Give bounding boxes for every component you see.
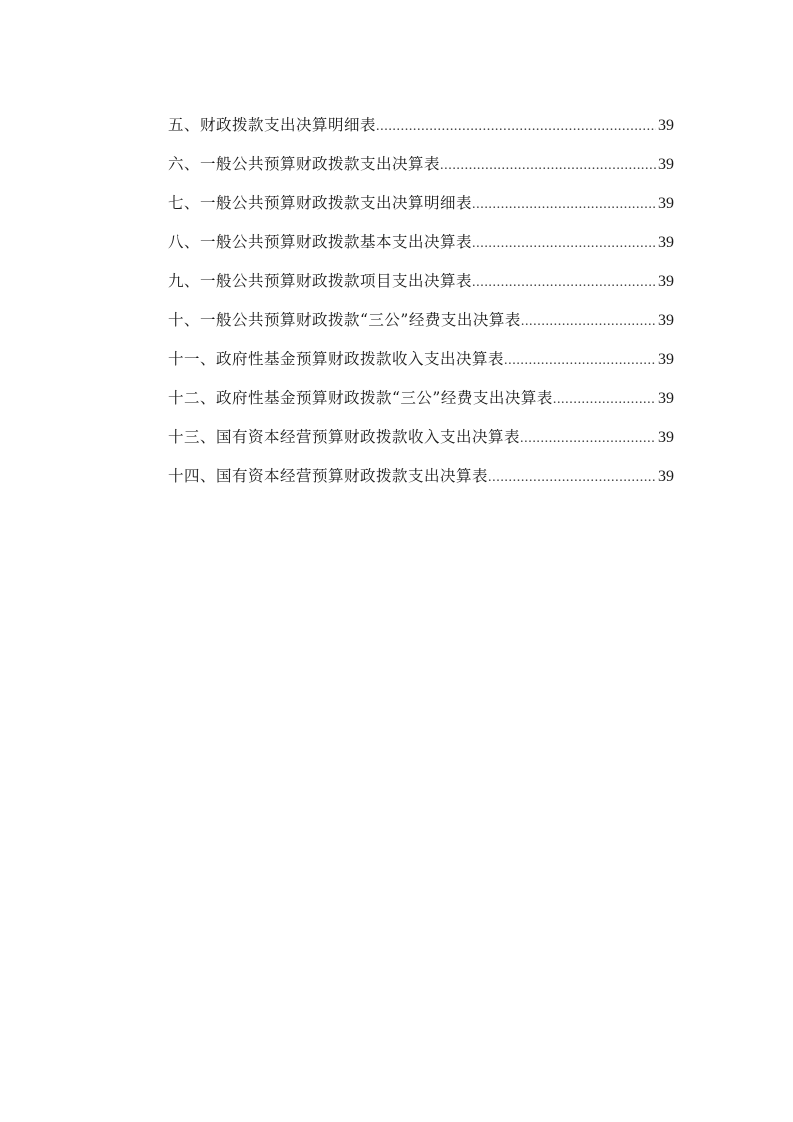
toc-dot-leader xyxy=(472,185,656,224)
toc-entry-title: 九、一般公共预算财政拨款项目支出决算表 xyxy=(168,272,473,290)
toc-entry[interactable] xyxy=(168,379,674,418)
toc-dot-leader xyxy=(488,458,656,497)
toc-entry[interactable] xyxy=(168,223,674,262)
toc-entry[interactable] xyxy=(168,145,674,184)
toc-page-number: 39 xyxy=(658,273,674,290)
toc-dot-leader xyxy=(472,263,656,302)
toc-dot-leader xyxy=(553,380,656,419)
toc-entry-title: 十三、国有资本经营预算财政拨款收入支出决算表 xyxy=(168,428,521,446)
toc-page-number: 39 xyxy=(658,429,674,446)
table-of-contents xyxy=(168,106,674,496)
toc-entry[interactable] xyxy=(168,184,674,223)
toc-page-number: 39 xyxy=(658,195,674,212)
toc-entry[interactable] xyxy=(168,106,674,145)
toc-page-number: 39 xyxy=(658,390,674,407)
toc-dot-leader xyxy=(376,107,656,146)
toc-entry[interactable] xyxy=(168,262,674,301)
toc-dot-leader xyxy=(472,224,656,263)
toc-entry-title: 七、一般公共预算财政拨款支出决算明细表 xyxy=(168,194,473,212)
toc-entry-title: 十一、政府性基金预算财政拨款收入支出决算表 xyxy=(168,350,505,368)
toc-entry[interactable] xyxy=(168,340,674,379)
toc-dot-leader xyxy=(440,146,656,185)
toc-page-number: 39 xyxy=(658,117,674,134)
toc-page-number: 39 xyxy=(658,234,674,251)
toc-dot-leader xyxy=(520,419,656,458)
toc-entry-title: 五、财政拨款支出决算明细表 xyxy=(168,116,377,134)
toc-dot-leader xyxy=(504,341,656,380)
toc-page-number: 39 xyxy=(658,312,674,329)
toc-page-number: 39 xyxy=(658,468,674,485)
toc-entry[interactable] xyxy=(168,457,674,496)
toc-entry-title: 十四、国有资本经营预算财政拨款支出决算表 xyxy=(168,467,489,485)
toc-page-number: 39 xyxy=(658,351,674,368)
toc-entry-title: 六、一般公共预算财政拨款支出决算表 xyxy=(168,155,441,173)
toc-entry-title: 十二、政府性基金预算财政拨款“三公”经费支出决算表 xyxy=(168,389,553,407)
toc-entry-title: 八、一般公共预算财政拨款基本支出决算表 xyxy=(168,233,473,251)
toc-entry-title: 十、一般公共预算财政拨款“三公”经费支出决算表 xyxy=(168,311,521,329)
toc-dot-leader xyxy=(521,302,656,341)
toc-entry[interactable] xyxy=(168,418,674,457)
toc-page-number: 39 xyxy=(658,156,674,173)
toc-entry[interactable] xyxy=(168,301,674,340)
